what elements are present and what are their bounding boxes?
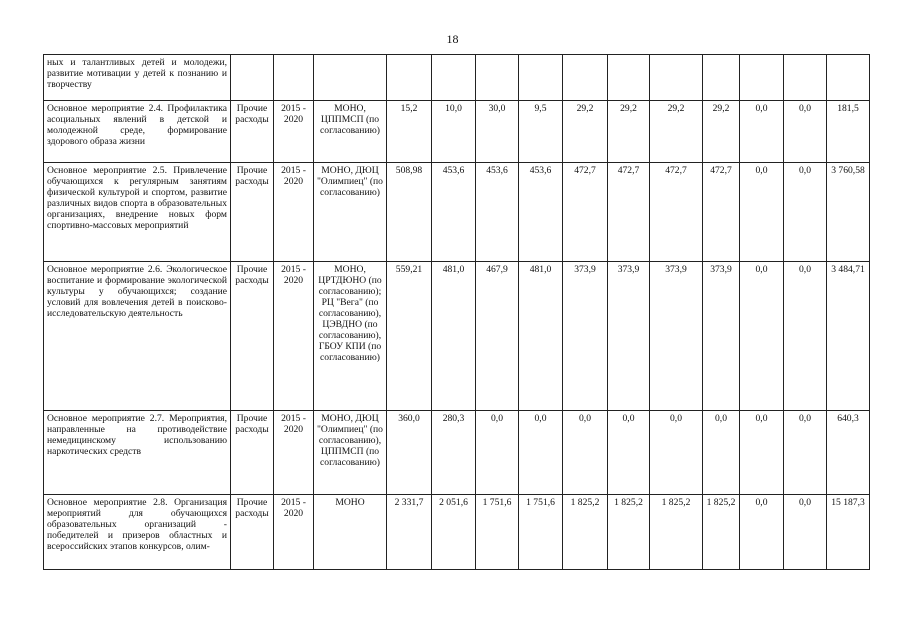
expense-type-cell: Прочие расходы — [231, 495, 274, 570]
year-value-cell: 0,0 — [563, 411, 608, 495]
table-row — [44, 163, 870, 262]
expense-type-cell — [231, 55, 274, 101]
year-value-cell: 508,98 — [387, 163, 432, 262]
year-value-cell: 29,2 — [608, 101, 650, 163]
year-value-cell: 1 751,6 — [519, 495, 563, 570]
total-value-cell: 3 760,58 — [827, 163, 870, 262]
year-value-cell: 0,0 — [740, 411, 784, 495]
year-value-cell: 559,21 — [387, 262, 432, 411]
year-value-cell: 30,0 — [476, 101, 519, 163]
year-value-cell: 373,9 — [563, 262, 608, 411]
year-value-cell: 0,0 — [784, 101, 827, 163]
year-value-cell: 373,9 — [608, 262, 650, 411]
year-value-cell — [563, 55, 608, 101]
measure-description-cell: Основное мероприятие 2.7. Мероприятия, направленные на противодействие немедицинскому использованию наркотических средств — [44, 411, 231, 495]
table-row — [44, 495, 870, 570]
year-value-cell: 472,7 — [563, 163, 608, 262]
year-value-cell: 453,6 — [519, 163, 563, 262]
year-value-cell: 0,0 — [703, 411, 740, 495]
measure-description-cell: Основное мероприятие 2.5. Привлечение обучающихся к регулярным занятиям физической культурой и спортом, развитие различных видов спорта в образовательных организациях, внедрение новых форм спортивно-массовых мероприятий — [44, 163, 231, 262]
expense-type-cell: Прочие расходы — [231, 163, 274, 262]
year-value-cell: 472,7 — [703, 163, 740, 262]
page-number: 18 — [446, 32, 459, 46]
year-value-cell — [650, 55, 703, 101]
year-value-cell: 2 331,7 — [387, 495, 432, 570]
year-value-cell: 10,0 — [432, 101, 476, 163]
year-value-cell: 1 825,2 — [608, 495, 650, 570]
year-value-cell: 472,7 — [608, 163, 650, 262]
budget-table — [43, 54, 870, 570]
year-value-cell: 0,0 — [476, 411, 519, 495]
year-value-cell: 467,9 — [476, 262, 519, 411]
year-value-cell: 0,0 — [519, 411, 563, 495]
executor-cell: МОНО — [314, 495, 387, 570]
year-value-cell: 0,0 — [740, 262, 784, 411]
executor-cell: МОНО, ЦППМСП (по согласованию) — [314, 101, 387, 163]
year-value-cell: 0,0 — [608, 411, 650, 495]
year-value-cell — [387, 55, 432, 101]
measure-description-cell: Основное мероприятие 2.4. Профилактика асоциальных явлений в детской и молодежной среде, формирование здорового образа жизни — [44, 101, 231, 163]
year-value-cell: 0,0 — [784, 163, 827, 262]
year-value-cell — [608, 55, 650, 101]
year-value-cell: 29,2 — [563, 101, 608, 163]
total-value-cell — [827, 55, 870, 101]
period-cell: 2015 - 2020 — [274, 101, 314, 163]
expense-type-cell: Прочие расходы — [231, 101, 274, 163]
year-value-cell: 481,0 — [432, 262, 476, 411]
table-row — [44, 55, 870, 101]
year-value-cell: 280,3 — [432, 411, 476, 495]
year-value-cell: 15,2 — [387, 101, 432, 163]
year-value-cell: 360,0 — [387, 411, 432, 495]
year-value-cell — [703, 55, 740, 101]
table-row — [44, 262, 870, 411]
year-value-cell: 453,6 — [432, 163, 476, 262]
measure-description-cell: Основное мероприятие 2.6. Экологическое воспитание и формирование экологической культуры у обучающихся; создание условий для вовлечения детей в поисково-исследовательскую деятельность — [44, 262, 231, 411]
year-value-cell — [740, 55, 784, 101]
expense-type-cell: Прочие расходы — [231, 411, 274, 495]
year-value-cell: 9,5 — [519, 101, 563, 163]
year-value-cell — [432, 55, 476, 101]
year-value-cell: 1 825,2 — [650, 495, 703, 570]
year-value-cell: 453,6 — [476, 163, 519, 262]
year-value-cell: 1 825,2 — [563, 495, 608, 570]
year-value-cell: 0,0 — [784, 495, 827, 570]
executor-cell: МОНО, ДЮЦ "Олимпиец" (по согласованию) — [314, 163, 387, 262]
executor-cell: МОНО, ДЮЦ "Олимпиец" (по согласованию), ЦППМСП (по согласованию) — [314, 411, 387, 495]
year-value-cell — [476, 55, 519, 101]
total-value-cell: 15 187,3 — [827, 495, 870, 570]
period-cell: 2015 - 2020 — [274, 262, 314, 411]
year-value-cell — [519, 55, 563, 101]
period-cell — [274, 55, 314, 101]
year-value-cell: 1 751,6 — [476, 495, 519, 570]
period-cell: 2015 - 2020 — [274, 495, 314, 570]
period-cell: 2015 - 2020 — [274, 163, 314, 262]
year-value-cell: 373,9 — [703, 262, 740, 411]
year-value-cell: 1 825,2 — [703, 495, 740, 570]
year-value-cell: 0,0 — [740, 163, 784, 262]
year-value-cell: 2 051,6 — [432, 495, 476, 570]
total-value-cell: 640,3 — [827, 411, 870, 495]
year-value-cell: 481,0 — [519, 262, 563, 411]
measure-description-cell: ных и талантливых детей и молодежи, развитие мотивации у детей к познанию и творчеству — [44, 55, 231, 101]
year-value-cell: 0,0 — [740, 495, 784, 570]
executor-cell: МОНО, ЦРТДЮНО (по согласованию); РЦ "Вега" (по согласованию), ЦЭВДНО (по согласованию), ГБОУ КПИ (по согласованию) — [314, 262, 387, 411]
total-value-cell: 181,5 — [827, 101, 870, 163]
year-value-cell: 0,0 — [784, 262, 827, 411]
executor-cell — [314, 55, 387, 101]
measure-description-cell: Основное мероприятие 2.8. Организация мероприятий для обучающихся образовательных организаций - победителей и призеров областных и всероссийских этапов конкурсов, олим- — [44, 495, 231, 570]
year-value-cell: 29,2 — [650, 101, 703, 163]
table-row — [44, 101, 870, 163]
expense-type-cell: Прочие расходы — [231, 262, 274, 411]
total-value-cell: 3 484,71 — [827, 262, 870, 411]
table-row — [44, 411, 870, 495]
year-value-cell: 373,9 — [650, 262, 703, 411]
year-value-cell: 29,2 — [703, 101, 740, 163]
year-value-cell: 0,0 — [740, 101, 784, 163]
year-value-cell: 0,0 — [784, 411, 827, 495]
year-value-cell: 472,7 — [650, 163, 703, 262]
period-cell: 2015 - 2020 — [274, 411, 314, 495]
year-value-cell: 0,0 — [650, 411, 703, 495]
year-value-cell — [784, 55, 827, 101]
